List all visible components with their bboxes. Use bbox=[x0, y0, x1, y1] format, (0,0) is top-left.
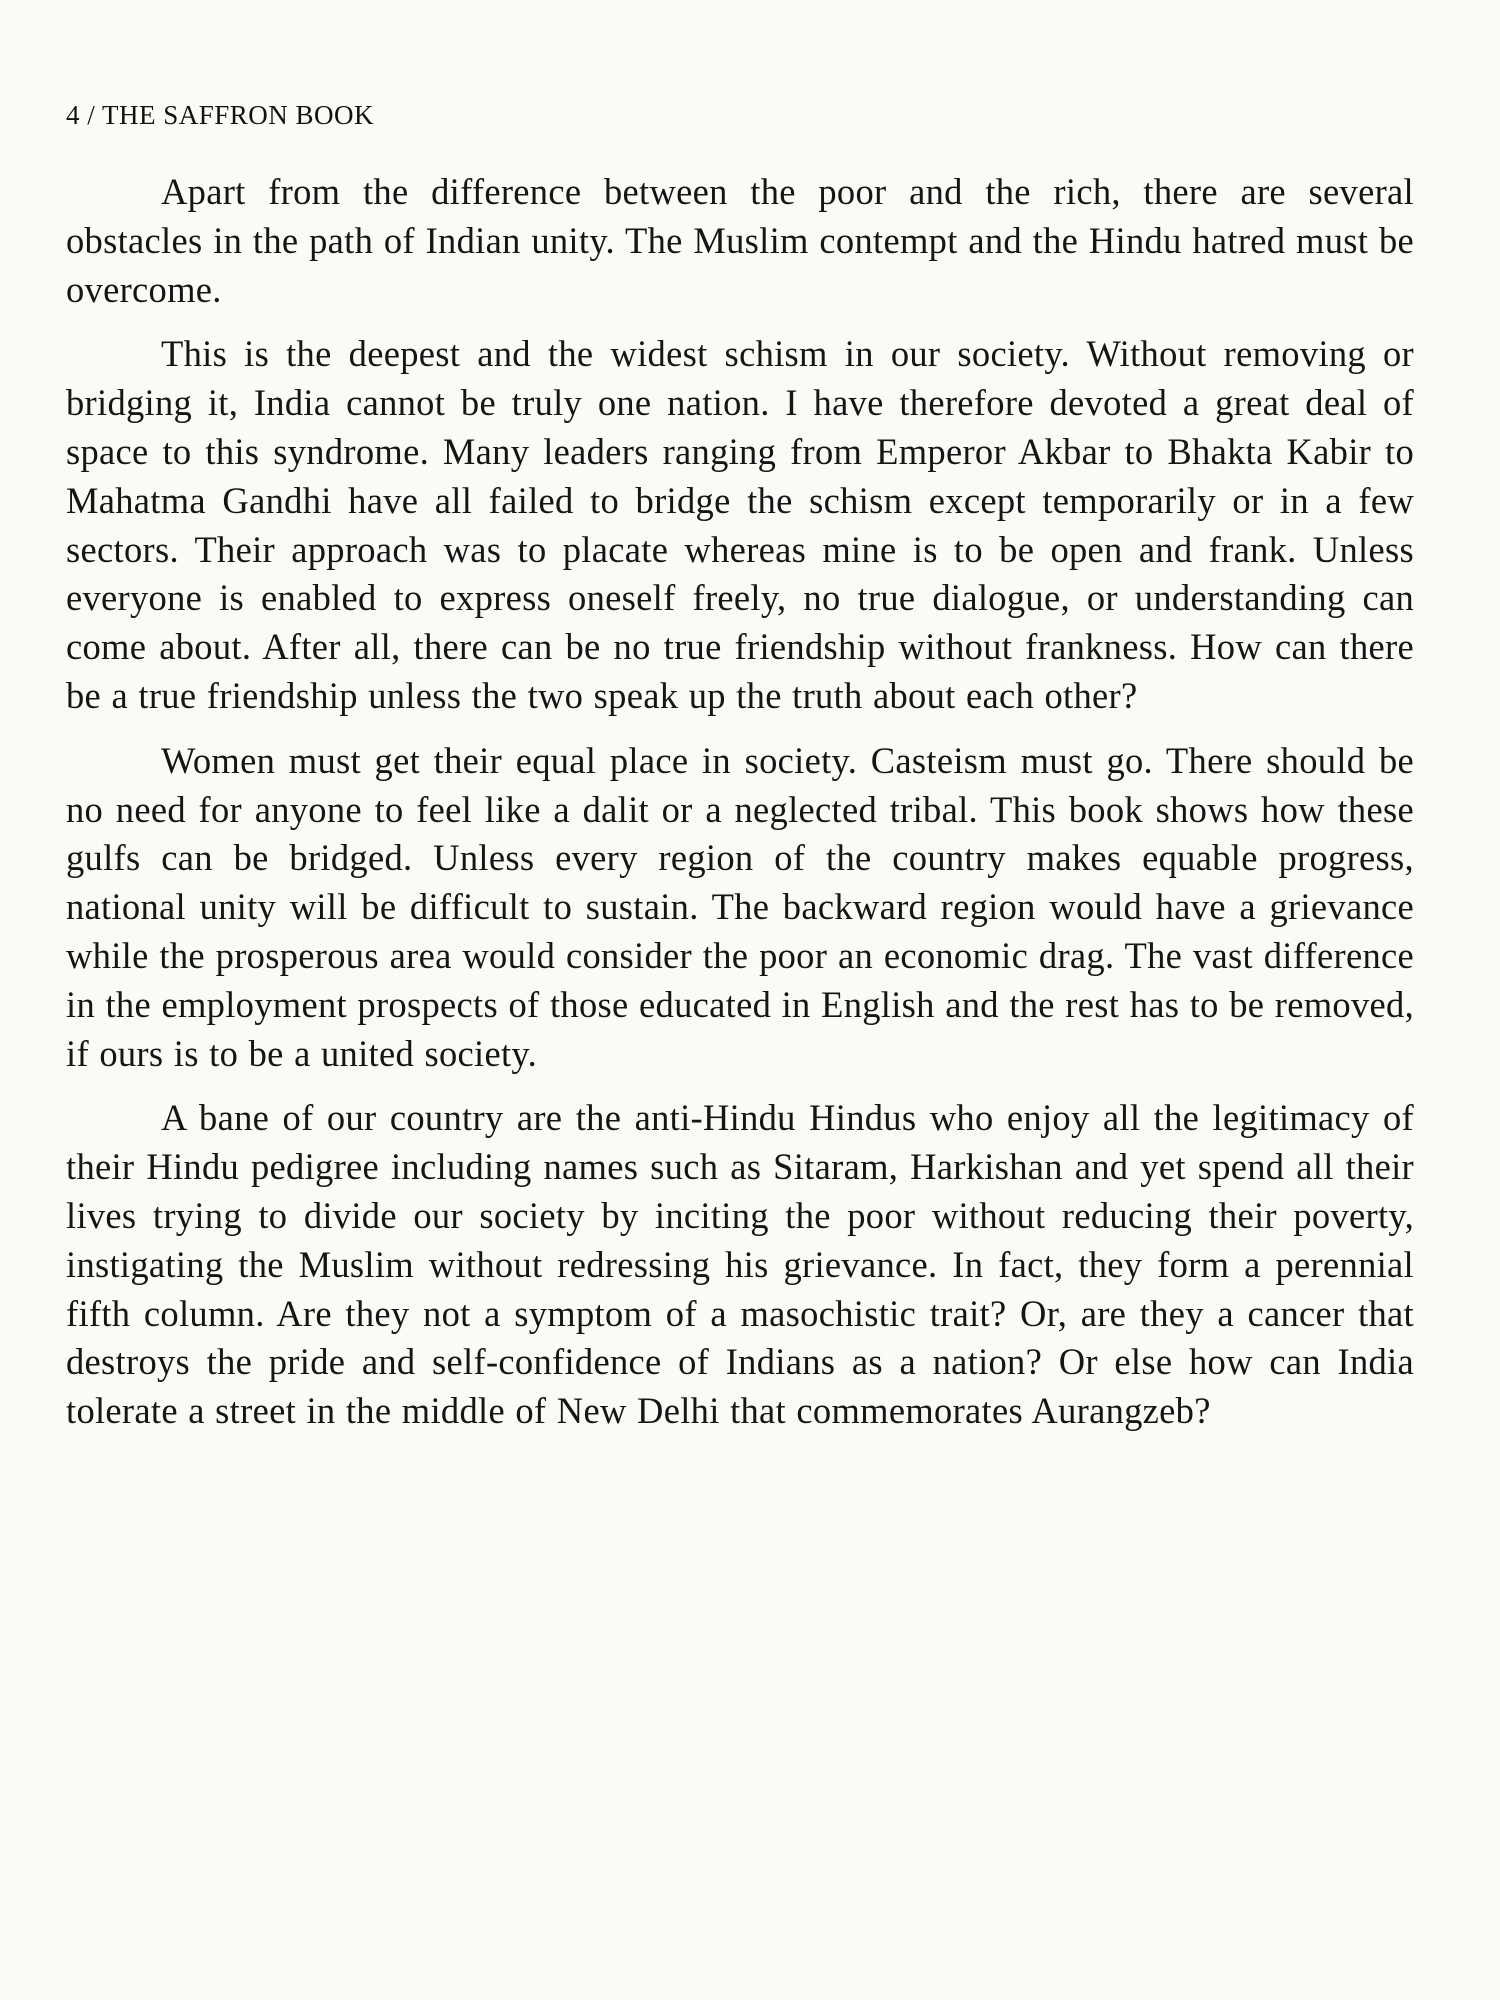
running-head: 4 / THE SAFFRON BOOK bbox=[66, 100, 375, 130]
paragraph-1: Apart from the difference between the poor and the rich, there are several obstacles in the path of Indian unity. The Muslim contempt and the Hindu hatred must be overcome. bbox=[66, 171, 1414, 310]
paragraph-2: This is the deepest and the widest schism in our society. Without removing or bridging it, India cannot be truly one nation. I have therefore devoted a great deal of space to this syndrome. Many leaders ranging from Emperor Akbar to Bhakta Kabir to Mahatma Gandhi have all failed to bridge the schism except temporarily or in a few sectors. Their approach was to placate whereas mine is to be open and frank. Unless everyone is enabled to express oneself freely, no true dialogue, or understanding can come about. After all, there can be no true friendship without frankness. How can there be a true friendship unless the two speak up the truth about each other? bbox=[66, 333, 1414, 716]
paragraph-3: Women must get their equal place in society. Casteism must go. There should be no need for anyone to feel like a dalit or a neglected tribal. This book shows how these gulfs can be bridged. Unless every region of the country makes equable progress, national unity will be difficult to sustain. The backward region would have a grievance while the prosperous area would consider the poor an economic drag. The vast difference in the employment prospects of those educated in English and the rest has to be removed, if ours is to be a united society. bbox=[66, 739, 1414, 1074]
paragraph-4: A bane of our country are the anti-Hindu Hindus who enjoy all the legitimacy of their Hindu pedigree including names such as Sitaram, Harkishan and yet spend all their lives trying to divide our society by inciting the poor without reducing their poverty, instigating the Muslim without redressing his grievance. In fact, they form a perennial fifth column. Are they not a symptom of a masochistic trait? Or, are they a cancer that destroys the pride and self-confidence of Indians as a nation? Or else how can India tolerate a street in the middle of New Delhi that commemorates Aurangzeb? bbox=[66, 1097, 1414, 1432]
body-text bbox=[66, 168, 1414, 1452]
